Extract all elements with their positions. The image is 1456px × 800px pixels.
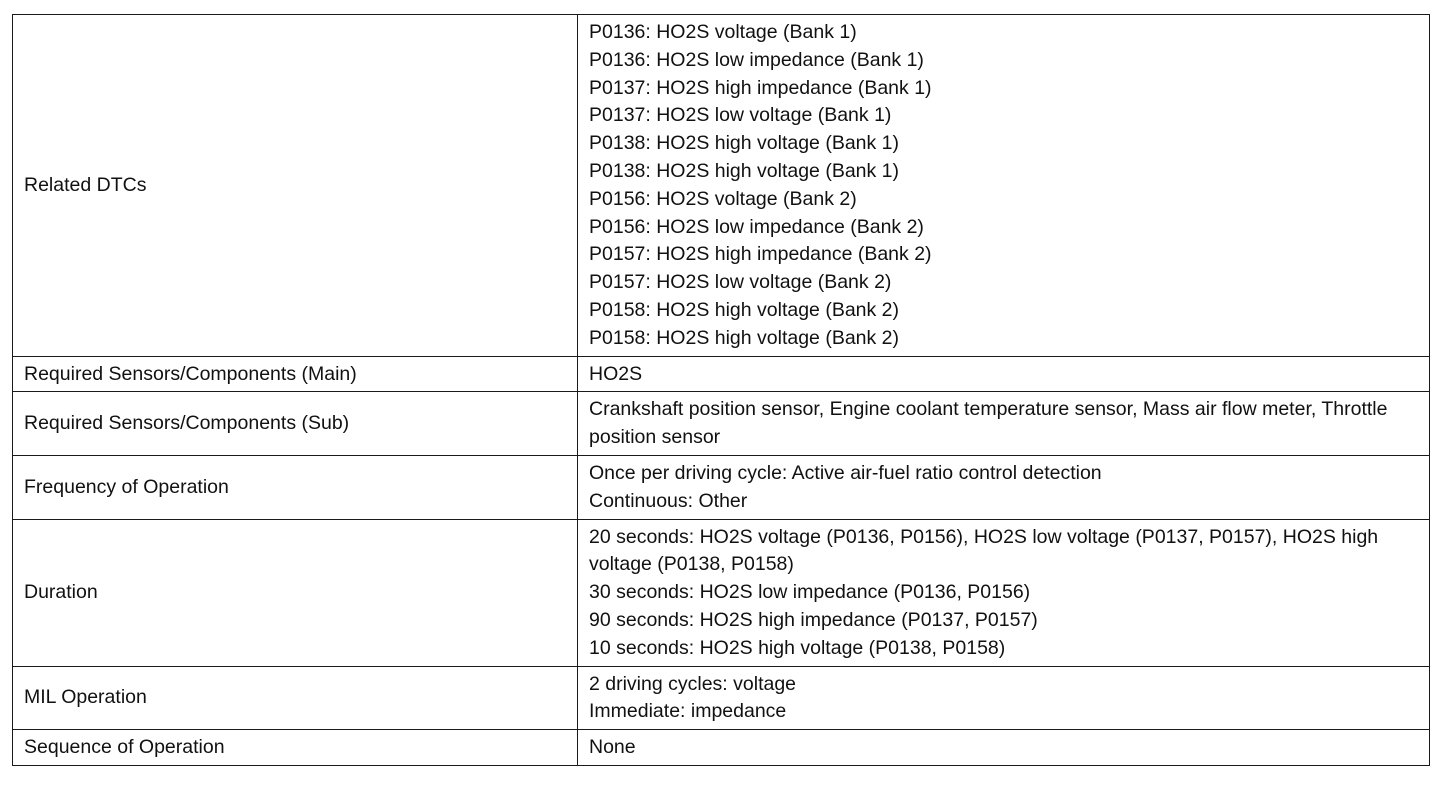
value-line: 2 driving cycles: voltage xyxy=(589,672,797,695)
dtc-line: P0137: HO2S low voltage (Bank 1) xyxy=(589,104,892,127)
value-line: 10 seconds: HO2S high voltage (P0138, P0158) xyxy=(589,636,1006,659)
row-label-duration: Duration xyxy=(13,519,578,666)
row-label-required-sensors-sub: Required Sensors/Components (Sub) xyxy=(13,392,578,456)
value-line: None xyxy=(589,736,636,759)
row-value-duration xyxy=(578,519,1430,666)
table-row xyxy=(13,356,1430,392)
value-line: Continuous: Other xyxy=(589,489,748,512)
dtc-line: P0136: HO2S low impedance (Bank 1) xyxy=(589,48,924,71)
table-row xyxy=(13,455,1430,519)
table-row xyxy=(13,519,1430,666)
row-label-sequence-of-operation: Sequence of Operation xyxy=(13,730,578,766)
dtc-line: P0157: HO2S high impedance (Bank 2) xyxy=(589,243,932,266)
dtc-line: P0158: HO2S high voltage (Bank 2) xyxy=(589,298,900,321)
dtc-line: P0137: HO2S high impedance (Bank 1) xyxy=(589,76,932,99)
dtc-line: P0138: HO2S high voltage (Bank 1) xyxy=(589,132,900,155)
table-row xyxy=(13,15,1430,357)
monitor-spec-table xyxy=(12,14,1430,766)
table-row xyxy=(13,666,1430,730)
value-line: 20 seconds: HO2S voltage (P0136, P0156), HO2S low voltage (P0137, P0157), HO2S high voltage (P0138, P0158) xyxy=(589,525,1379,576)
table-row xyxy=(13,392,1430,456)
table-row xyxy=(13,730,1430,766)
row-value-related-dtcs xyxy=(578,15,1430,357)
row-label-related-dtcs: Related DTCs xyxy=(13,15,578,357)
value-line: 30 seconds: HO2S low impedance (P0136, P0156) xyxy=(589,581,1031,604)
value-line: Crankshaft position sensor, Engine coolant temperature sensor, Mass air flow meter, Throttle position sensor xyxy=(589,398,1388,449)
row-label-frequency-of-operation: Frequency of Operation xyxy=(13,455,578,519)
value-line: HO2S xyxy=(589,362,643,385)
value-line: Immediate: impedance xyxy=(589,700,787,723)
dtc-line: P0158: HO2S high voltage (Bank 2) xyxy=(589,326,900,349)
row-value-sequence-of-operation xyxy=(578,730,1430,766)
row-value-frequency-of-operation xyxy=(578,455,1430,519)
row-value-required-sensors-sub xyxy=(578,392,1430,456)
row-value-required-sensors-main xyxy=(578,356,1430,392)
value-line: Once per driving cycle: Active air-fuel ratio control detection xyxy=(589,461,1102,484)
dtc-line: P0138: HO2S high voltage (Bank 1) xyxy=(589,159,900,182)
dtc-line: P0156: HO2S low impedance (Bank 2) xyxy=(589,215,924,238)
dtc-line: P0136: HO2S voltage (Bank 1) xyxy=(589,21,857,43)
row-label-required-sensors-main: Required Sensors/Components (Main) xyxy=(13,356,578,392)
row-label-mil-operation: MIL Operation xyxy=(13,666,578,730)
row-value-mil-operation xyxy=(578,666,1430,730)
dtc-line: P0156: HO2S voltage (Bank 2) xyxy=(589,187,857,210)
value-line: 90 seconds: HO2S high impedance (P0137, P0157) xyxy=(589,608,1038,631)
dtc-line: P0157: HO2S low voltage (Bank 2) xyxy=(589,271,892,294)
